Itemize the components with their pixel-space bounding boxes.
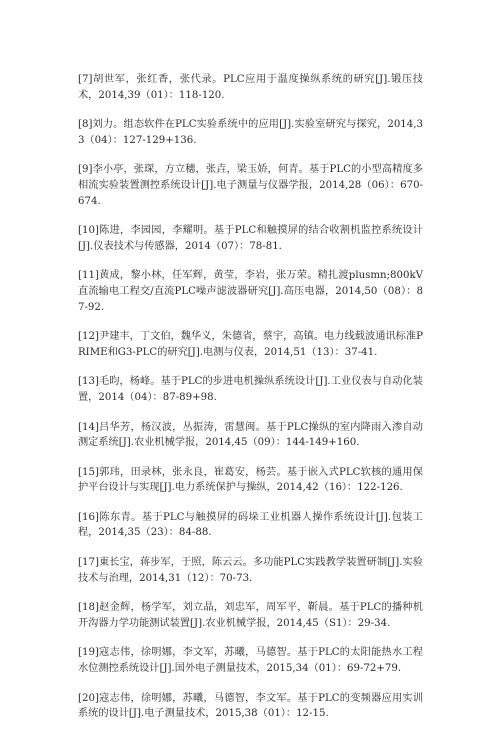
reference-item-15: [15]郭玮，田录林，张永良，崔葛安，杨芸。基于嵌入式PLC软核的通用保护平台设计与实现[J].电力系统保护与操纵，2014,42（16）：122-126. [78, 466, 423, 494]
reference-item-8: [8]刘力。组态软件在PLC实验系统中的应用[J].实验室研究与探究，2014,33（04）：127-129+136. [78, 119, 423, 146]
reference-item-13: [13]毛昀，杨峰。基于PLC的步进电机操纵系统设计[J].工业仪表与自动化装置，2014（04）：87-89+98. [78, 376, 423, 403]
reference-item-17: [17]東长宝，蒋步军，于照，陈云云。多功能PLC实践教学装置研制[J].实验技术与治理，2014,31（12）：70-73. [78, 557, 423, 584]
reference-item-16: [16]陈东青。基于PLC与触摸屏的码垛工业机器人操作系统设计[J].包装工程，2014,35（23）：84-88. [78, 511, 423, 539]
reference-item-19: [19]寇志伟，徐明娜，李文军，苏曦，马德智。基于PLC的太阳能热水工程水位测控系统设计[J].国外电子测量技术，2015,34（01）：69-72+79. [78, 647, 423, 675]
reference-item-7: [7]胡世军，张红香，张代录。PLC应用于温度操纵系统的研究[J].锻压技术，2014,39（01）：118-120. [78, 74, 423, 101]
reference-item-9: [9]李小亭，张琛，方立穗，张垚，梁玉娇，何青。基于PLC的小型高精度多相流实验装置测控系统设计[J].电子测量与仪器学报，2014,28（06）：670-674. [78, 164, 423, 207]
reference-item-10: [10]陈进，李园园，李耀明。基于PLC和触摸屏的结合收割机监控系统设计[J].仪表技术与传感器，2014（07）：78-81. [78, 225, 423, 252]
reference-item-12: [12]尹建丰，丁文伯，魏华义，朱德省，蔡宇，高镇。电力线载波通讯标准PRIME和G3-PLC的研究[J].电测与仪表，2014,51（13）：37-41. [78, 331, 423, 358]
reference-item-18: [18]赵金辉，杨学军，刘立晶，刘忠军，周军平，靳晨。基于PLC的播种机开沟器力学功能测试装置[J].农业机械学报，2014,45（S1）：29-34. [78, 602, 423, 629]
reference-item-11: [11]黄成，黎小林，任军辉，黄莹，李岩，张万荣。精扎渡plusmn;800kV直流输电工程交/直流PLC噪声滤波器研究[J].高压电器，2014,50（08）：87-92. [78, 270, 423, 313]
reference-list [78, 72, 423, 736]
reference-item-20: [20]寇志伟，徐明娜，苏曦，马德智，李文军。基于PLC的变频器应用实训系统的设计[J].电子测量技术，2015,38（01）：12-15. [78, 692, 423, 720]
reference-item-14: [14]吕华芳，杨汉波，丛振涛，雷慧闽。基于PLC操纵的室内降雨入渗自动测定系统[J].农业机械学报，2014,45（09）：144-149+160. [78, 421, 423, 449]
